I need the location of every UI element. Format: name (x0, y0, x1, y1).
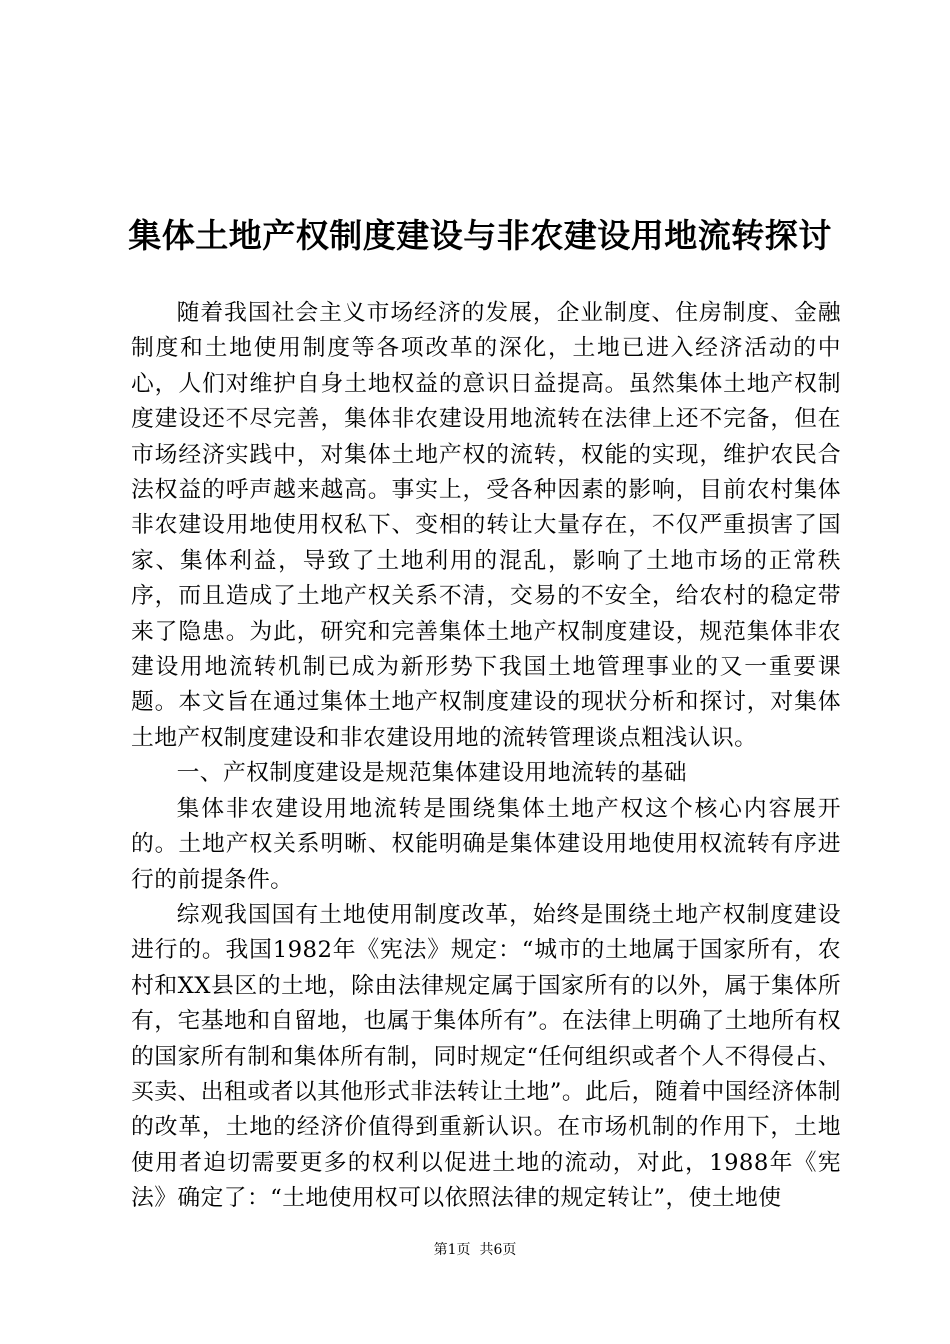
document-body (131, 296, 841, 1217)
paragraph-section-1-a: 集体非农建设用地流转是围绕集体土地产权这个核心内容展开的。土地产权关系明晰、权能明确是集体建设用地使用权流转有序进行的前提条件。 (131, 795, 841, 893)
document-title: 集体土地产权制度建设与非农建设用地流转探讨 (128, 216, 832, 256)
page-total: 共6页 (479, 1242, 517, 1258)
page-footer (0, 1240, 950, 1260)
paragraph-intro: 随着我国社会主义市场经济的发展，企业制度、住房制度、金融制度和土地使用制度等各项改革的深化，土地已进入经济活动的中心，人们对维护自身土地权益的意识日益提高。虽然集体土地产权制度建设还不尽完善，集体非农建设用地流转在法律上还不完备，但在市场经济实践中，对集体土地产权的流转，权能的实现，维护农民合法权益的呼声越来越高。事实上，受各种因素的影响，目前农村集体非农建设用地使用权私下、变相的转让大量存在，不仅严重损害了国家、集体利益，导致了土地利用的混乱，影响了土地市场的正常秩序，而且造成了土地产权关系不清，交易的不安全，给农村的稳定带来了隐患。为此，研究和完善集体土地产权制度建设，规范集体非农建设用地流转机制已成为新形势下我国土地管理事业的又一重要课题。本文旨在通过集体土地产权制度建设的现状分析和探讨，对集体土地产权制度建设和非农建设用地的流转管理谈点粗浅认识。 (131, 300, 841, 751)
page-number: 第1页 (433, 1242, 471, 1258)
paragraph-section-1-b: 综观我国国有土地使用制度改革，始终是围绕土地产权制度建设进行的。我国1982年《宪法》规定：“城市的土地属于国家所有，农村和XX县区的土地，除由法律规定属于国家所有的以外，属于集体所有，宅基地和自留地，也属于集体所有”。在法律上明确了土地所有权的国家所有制和集体所有制，同时规定“任何组织或者个人不得侵占、买卖、出租或者以其他形式非法转让土地”。此后，随着中国经济体制的改革，土地的经济价值得到重新认识。在市场机制的作用下，土地使用者迫切需要更多的权利以促进土地的流动，对此，1988年《宪法》确定了：“土地使用权可以依照法律的规定转让”，使土地使 (131, 901, 841, 1212)
section-heading-1: 一、产权制度建设是规范集体建设用地流转的基础 (176, 760, 687, 787)
